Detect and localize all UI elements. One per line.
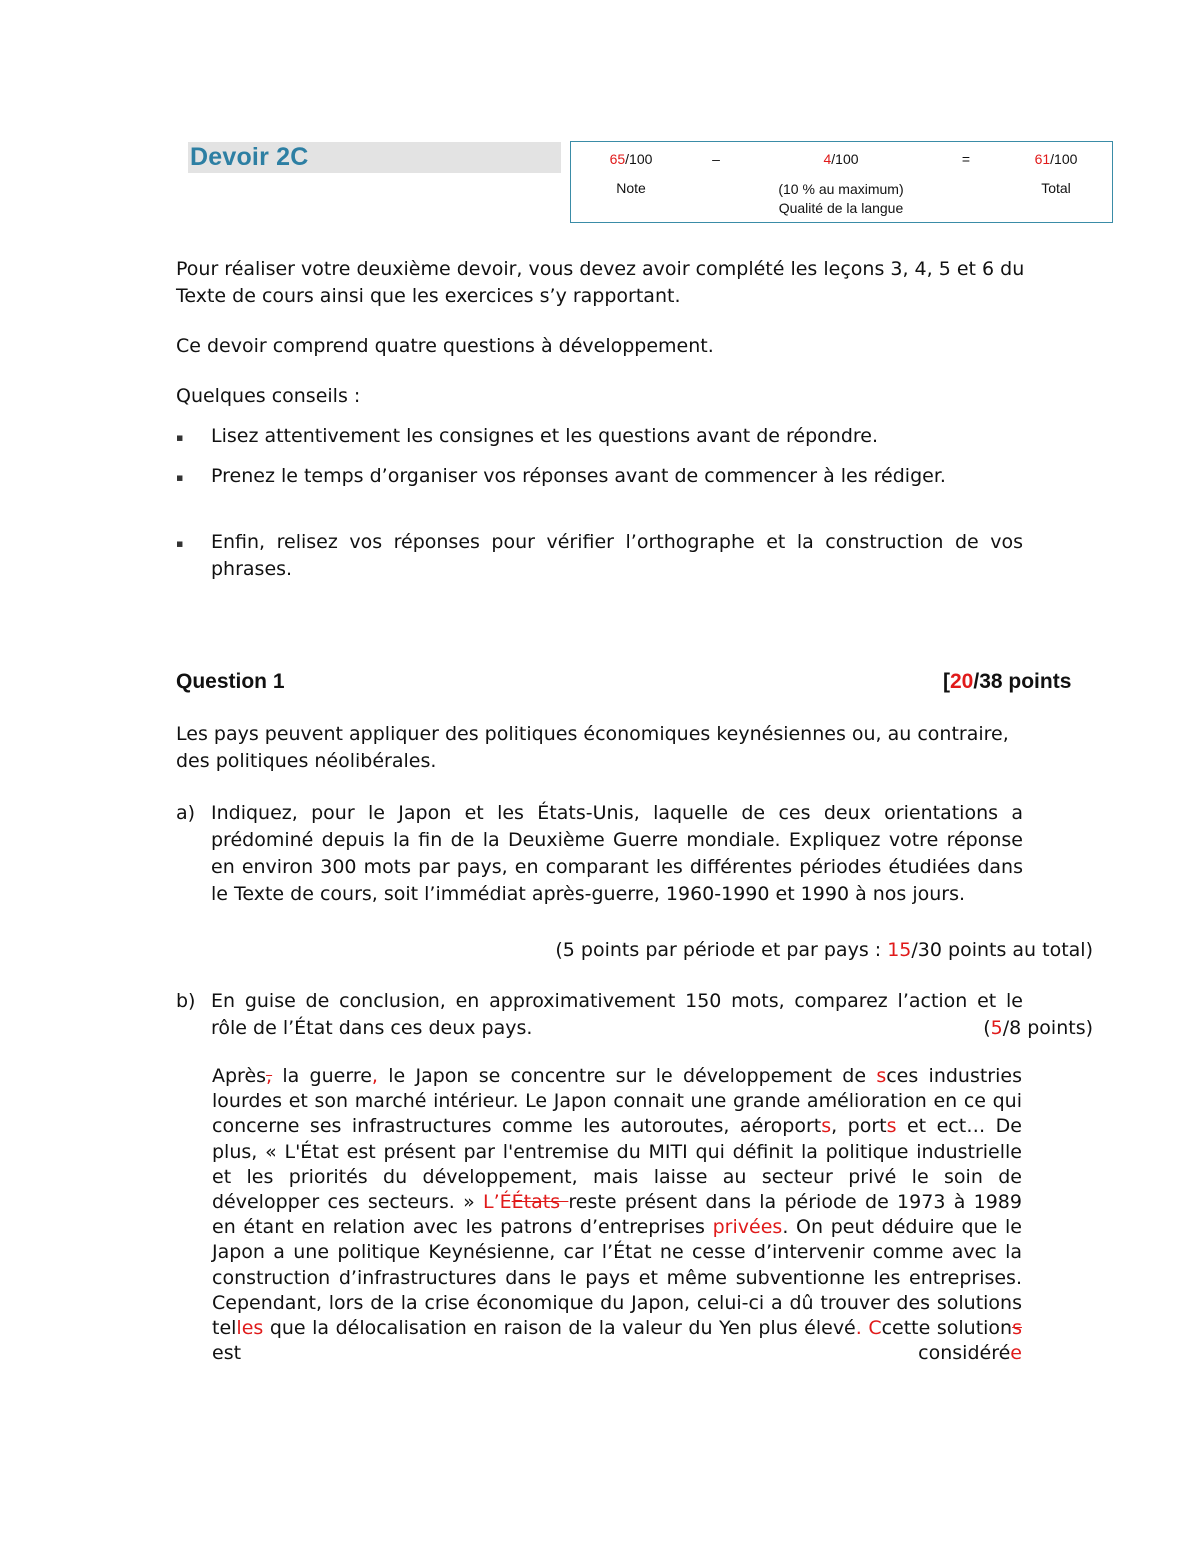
intro-scope: Ce devoir comprend quatre questions à développement. — [176, 335, 714, 357]
tip-item: Lisez attentivement les consignes et les questions avant de répondre. — [211, 425, 879, 447]
part-b-points: (5/8 points) — [983, 1017, 1093, 1039]
question-points: [20/38 points — [943, 670, 1072, 693]
bullet-icon: ▪ — [176, 471, 184, 484]
tip-item: Enfin, relisez vos réponses pour vérifier l’orthographe et la construction de vos phrases. — [211, 531, 1023, 580]
minus-sign: – — [712, 151, 720, 167]
part-b-label: b) — [176, 990, 196, 1012]
total-label: Total — [1041, 180, 1071, 196]
student-answer: Après, la guerre, le Japon se concentre sur le développement de sces industries lourdes et son marché intérieur. Le Japon connait une grande amélioration en ce qui concerne ses infrastructures comme les autoroutes, aéroports, ports et ect… De plus, « L'État est présent par l'entremise du MITI qui définit la politique industrielle et les priorités du développement, mais laisse au secteur privé le soin de développer ces secteurs. » L’ÉÉtats reste présent dans la période de 1973 à 1989 en étant en relation avec les patrons d’entreprises privées. On peut déduire que le Japon a une politique Keynésienne, car l’État ne cesse d’intervenir comme avec la construction d’infrastructures dans le pays et même subventionne les entreprises. Cependant, lors de la crise économique du Japon, celui-ci a dû trouver des solutions telles que la délocalisation en raison de la valeur du Yen plus élevé. Ccette solutions est considérée — [212, 1065, 1022, 1365]
bullet-icon: ▪ — [176, 537, 184, 550]
total-score: 61/100 — [1034, 151, 1078, 167]
equals-sign: = — [961, 151, 971, 167]
tip-item: Prenez le temps d’organiser vos réponses avant de commencer à les rédiger. — [211, 465, 946, 487]
part-a-label: a) — [176, 802, 196, 824]
bullet-icon: ▪ — [176, 431, 184, 444]
note-label: Note — [616, 180, 646, 196]
score-box — [570, 141, 1113, 223]
quality-score: 4/100 — [823, 151, 859, 167]
quality-label: (10 % au maximum) Qualité de la langue — [778, 181, 904, 216]
intro-paragraph: Pour réaliser votre deuxième devoir, vous devez avoir complété les leçons 3, 4, 5 et 6 du Texte de cours ainsi que les exercices s’y rapportant. — [176, 258, 1025, 307]
tips-heading: Quelques conseils : — [176, 385, 361, 407]
part-a-text: Indiquez, pour le Japon et les États-Unis, laquelle de ces deux orientations a prédominé depuis la fin de la Deuxième Guerre mondiale. Expliquez votre réponse en environ 300 mots par pays, en comparant les différentes périodes étudiées dans le Texte de cours, soit l’immédiat après-guerre, 1960-1990 et 1990 à nos jours. — [211, 802, 1023, 905]
question-statement: Les pays peuvent appliquer des politiques économiques keynésiennes ou, au contraire, des politiques néolibérales. — [176, 723, 1009, 772]
note-score: 65/100 — [609, 151, 653, 167]
part-a-points: (5 points par période et par pays : 15/30 points au total) — [555, 939, 1093, 961]
part-b-text: En guise de conclusion, en approximativement 150 mots, comparez l’action et le rôle de l’État dans ces deux pays. — [211, 990, 1023, 1039]
page-title: Devoir 2C — [190, 143, 309, 171]
question-title: Question 1 — [176, 670, 285, 693]
